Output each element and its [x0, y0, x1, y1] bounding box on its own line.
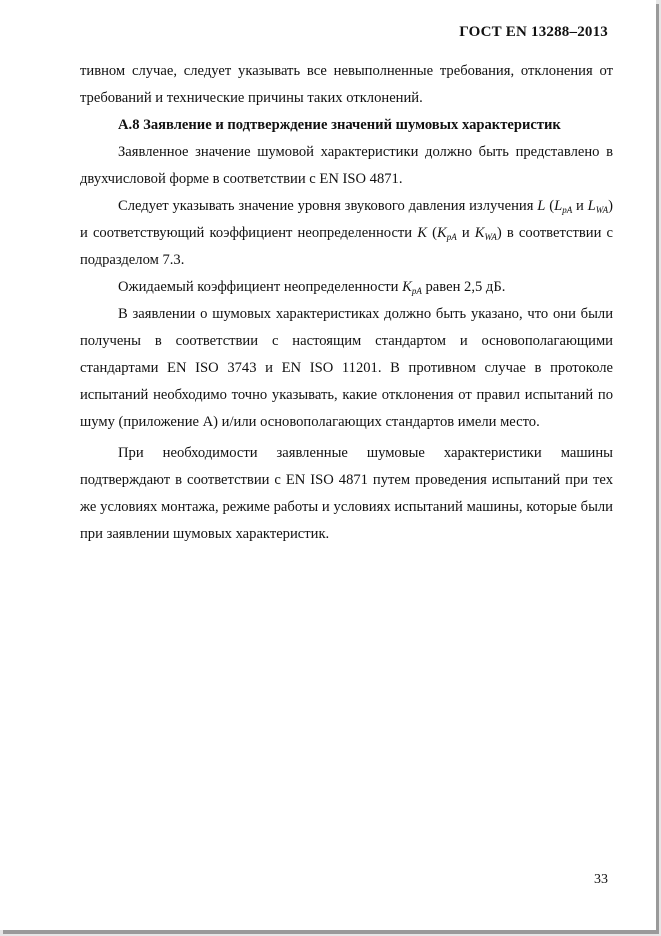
- paragraph-5: При необходимости заявленные шумовые характеристики машины подтверждают в соответствии с EN ISO 4871 путем проведения испытаний при тех же условиях монтажа, режиме работы и условиях испытаний машины, которые были при заявлении шумовых характеристик.: [80, 445, 613, 542]
- body-text: [80, 58, 613, 548]
- paragraph-continuation: тивном случае, следует указывать все невыполненные требования, отклонения от требований и технические причины таких отклонений.: [80, 63, 613, 106]
- paragraph-4: В заявлении о шумовых характеристиках должно быть указано, что они были получены в соответствии с настоящим стандартом и основополагающими стандартами EN ISO 3743 и EN ISO 11201. В противном случае в протоколе испытаний необходимо точно указывать, какие отклонения от правил испытаний по шуму (приложение А) и/или основополагающих стандартов имели место.: [80, 306, 613, 430]
- page-number: 33: [594, 872, 608, 887]
- paragraph-2: Следует указывать значение уровня звукового давления излучения L ($L_{pA}$ и $L_{WA}$) и соответствующий коэффициент неопределенности K ($K_{pA}$ и $K_{WA}$) в соответствии с подразделом 7.3.: [80, 198, 614, 268]
- paragraph-1: Заявленное значение шумовой характеристики должно быть представлено в двухчисловой форме в соответствии с EN ISO 4871.: [80, 144, 613, 187]
- document-header: ГОСТ EN 13288–2013: [459, 24, 608, 40]
- paragraph-3: Ожидаемый коэффициент неопределенности $K_{pA}$ равен 2,5 дБ.: [118, 279, 506, 296]
- section-heading: A.8 Заявление и подтверждение значений шумовых характеристик: [118, 117, 561, 133]
